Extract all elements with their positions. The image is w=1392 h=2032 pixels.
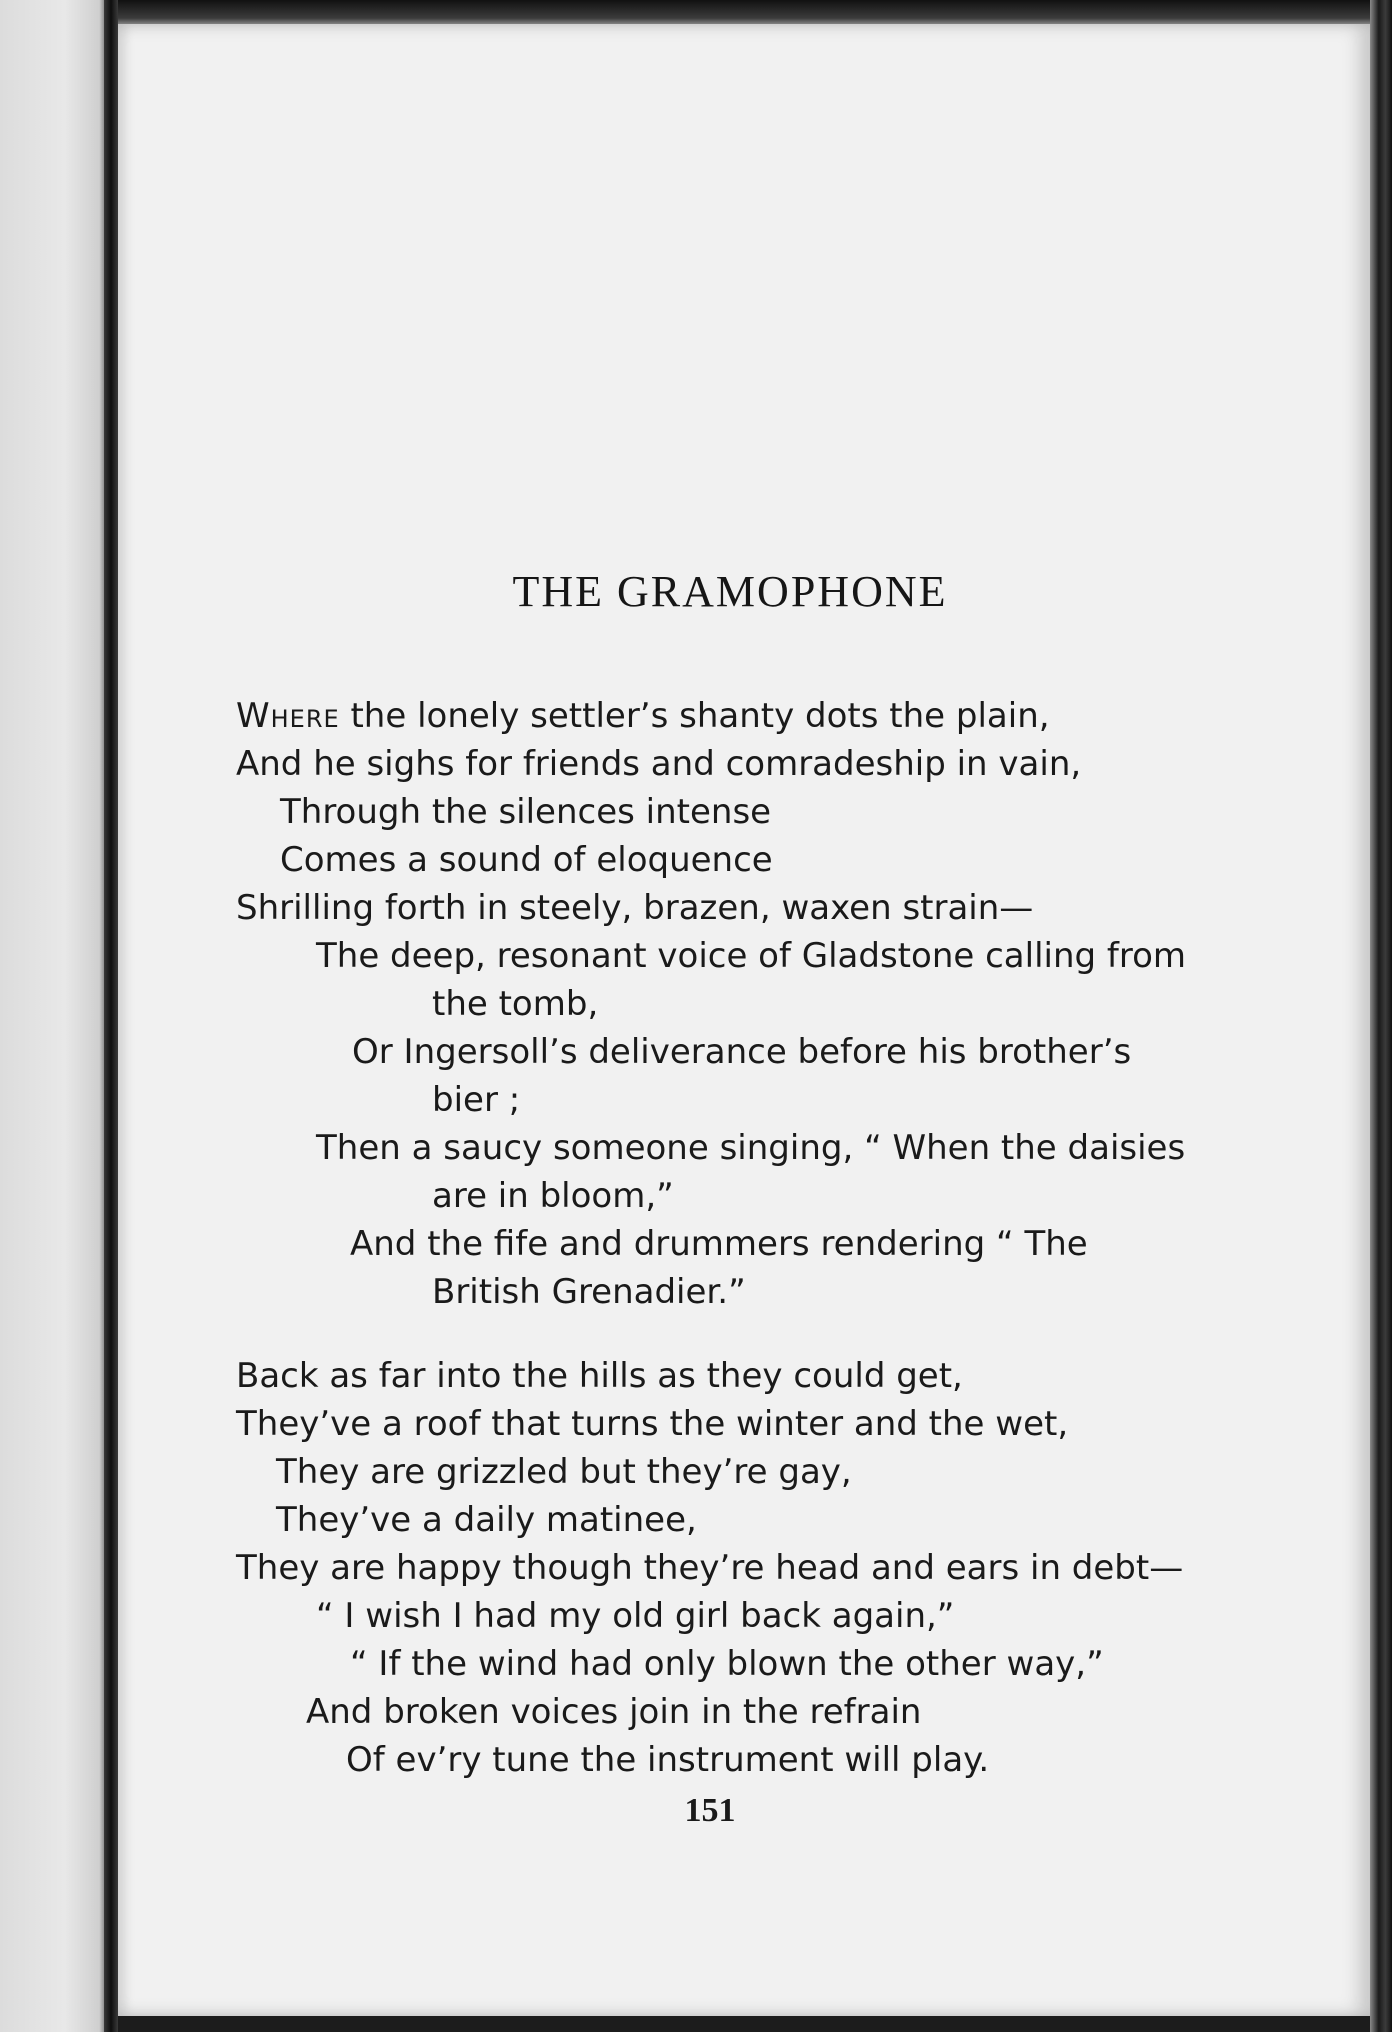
top-shadow-edge: [108, 0, 1392, 26]
poem-line: bier ;: [432, 1080, 521, 1120]
poem-line: They are grizzled but they’re gay,: [276, 1452, 852, 1492]
poem-line: Shrilling forth in steely, brazen, waxen strain—: [236, 888, 1034, 928]
poem-line: Comes a sound of eloquence: [280, 840, 773, 880]
poem-line: Or Ingersoll’s deliverance before his brother’s: [352, 1032, 1132, 1072]
poem-line: And the fife and drummers rendering “ The: [350, 1224, 1088, 1264]
previous-page-edge: [0, 0, 108, 2032]
poem-line: They’ve a roof that turns the winter and the wet,: [236, 1404, 1069, 1444]
poem-line: are in bloom,”: [432, 1176, 674, 1216]
first-word: Where: [236, 696, 340, 736]
poem-line: The deep, resonant voice of Gladstone calling from: [316, 936, 1187, 976]
poem-line: British Grenadier.”: [432, 1272, 746, 1312]
poem-line: And broken voices join in the refrain: [306, 1692, 922, 1732]
poem-line: They’ve a daily matinee,: [276, 1500, 697, 1540]
poem-line: Through the silences intense: [280, 792, 772, 832]
poem-line: And he sighs for friends and comradeship in vain,: [236, 744, 1082, 784]
poem-line: Of ev’ry tune the instrument will play.: [346, 1740, 990, 1780]
poem-line: the tomb,: [432, 984, 599, 1024]
poem-line: They are happy though they’re head and ears in debt—: [236, 1548, 1184, 1588]
poem-title: THE GRAMOPHONE: [512, 567, 948, 616]
poem-line: “ I wish I had my old girl back again,”: [316, 1596, 955, 1636]
poem-line: [236, 696, 1050, 736]
poem-line: Back as far into the hills as they could get,: [236, 1356, 963, 1396]
poem-line: Then a saucy someone singing, “ When the daisies: [316, 1128, 1186, 1168]
poem-line: “ If the wind had only blown the other way,”: [350, 1644, 1104, 1684]
first-line-rest: the lonely settler’s shanty dots the plain,: [339, 696, 1050, 736]
page-number: 151: [684, 1792, 736, 1829]
right-page-edge: [1370, 0, 1392, 2032]
book-gutter: [104, 0, 118, 2032]
